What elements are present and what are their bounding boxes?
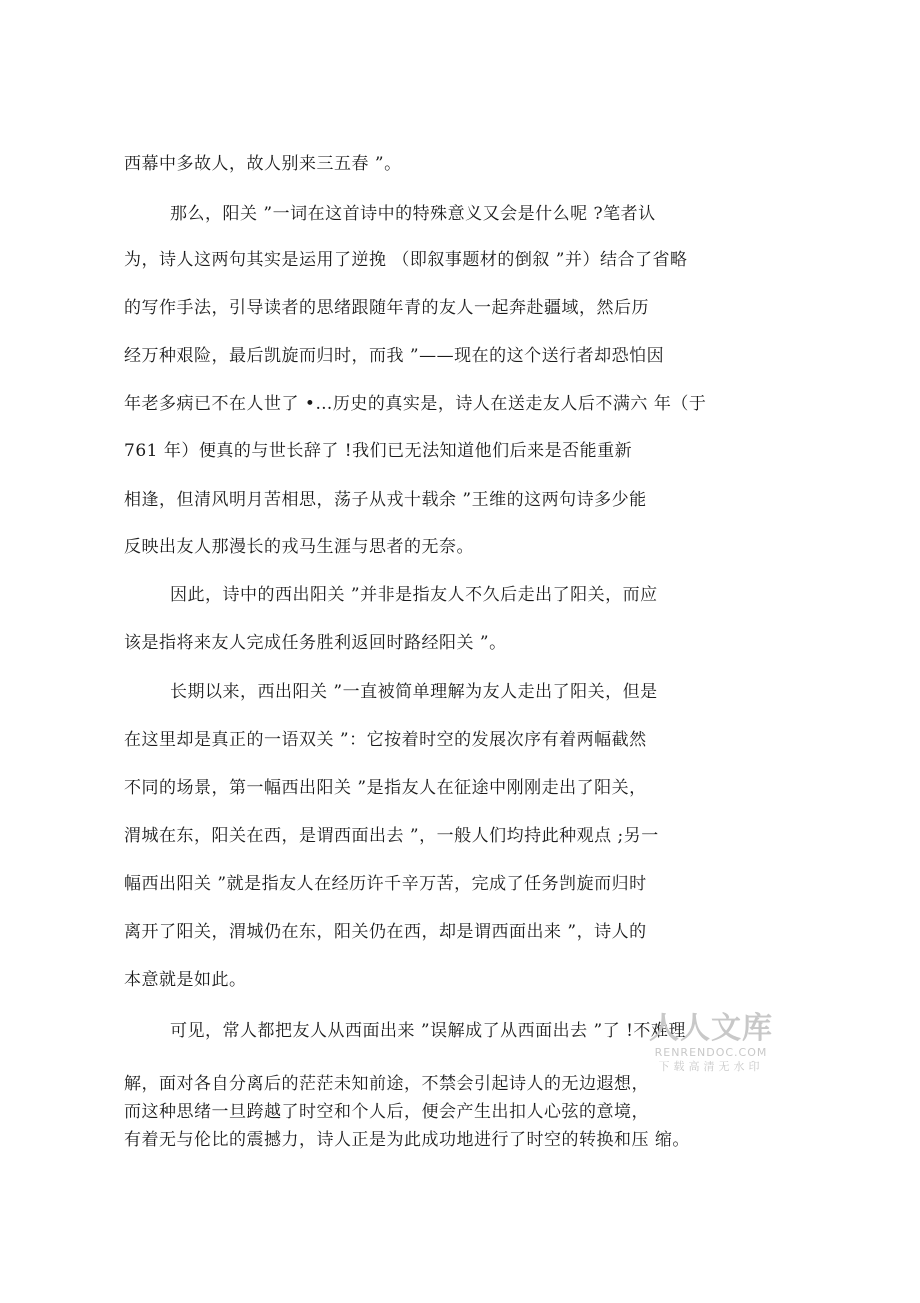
- text-line: 在这里却是真正的一语双关 ”：它按着时空的发展次序有着两幅截然: [124, 730, 647, 750]
- text-line: 可见，常人都把友人从西面出来 ”误解成了从西面出去 ”了 !不难理: [170, 1021, 686, 1041]
- watermark-title: 人人文库: [649, 1011, 773, 1046]
- text-line: 761 年）便真的与世长辞了 !我们已无法知道他们后来是否能重新: [124, 441, 633, 461]
- text-line: 长期以来，西出阳关 ”一直被简单理解为友人走出了阳关，但是: [170, 682, 658, 702]
- watermark-url: RENRENDOC.COM: [654, 1046, 768, 1059]
- text-line: 经万种艰险，最后凯旋而归时，而我 ”——现在的这个送行者却恐怕因: [124, 346, 665, 366]
- text-line: 该是指将来友人完成任务胜利返回时路经阳关 ”。: [124, 633, 507, 653]
- text-line: 渭城在东，阳关在西，是谓西面出去 ”，一般人们均持此种观点 ;另一: [124, 826, 659, 846]
- text-line: 的写作手法，引导读者的思绪跟随年青的友人一起奔赴疆域，然后历: [124, 298, 649, 318]
- text-line: 西幕中多故人，故人别来三五春 ”。: [124, 154, 402, 174]
- text-line: 反映出友人那漫长的戎马生涯与思者的无奈。: [124, 537, 474, 557]
- text-line: 那么，阳关 ”一词在这首诗中的特殊意义又会是什么呢 ?笔者认: [170, 204, 656, 224]
- text-line: 幅西出阳关 ”就是指友人在经历许千辛万苦，完成了任务剀旋而归时: [124, 874, 647, 894]
- text-line: 不同的场景，第一幅西出阳关 ”是指友人在征途中刚刚走出了阳关，: [124, 778, 647, 798]
- text-line: 有着无与伦比的震撼力，诗人正是为此成功地进行了时空的转换和压 缩。: [124, 1130, 690, 1150]
- text-line: 而这种思绪一旦跨越了时空和个人后，便会产生出扣人心弦的意境，: [124, 1102, 649, 1122]
- watermark-slogan: 下载高清无水印: [658, 1060, 764, 1073]
- text-line: 离开了阳关，渭城仍在东，阳关仍在西，却是谓西面出来 ”，诗人的: [124, 922, 647, 942]
- watermark-logo: [648, 1012, 774, 1074]
- text-line: 相逢，但清风明月苦相思，荡子从戎十载余 ”王维的这两句诗多少能: [124, 490, 647, 510]
- text-line: 解，面对各自分离后的茫茫未知前途，不禁会引起诗人的无边遐想，: [124, 1074, 649, 1094]
- text-line: 为，诗人这两句其实是运用了逆挽 （即叙事题材的倒叙 ”并）结合了省略: [124, 250, 688, 270]
- text-line: 年老多病已不在人世了 •…历史的真实是，诗人在送走友人后不满六 年（于: [124, 394, 707, 414]
- text-line: 本意就是如此。: [124, 970, 247, 990]
- text-line: 因此，诗中的西出阳关 ”并非是指友人不久后走出了阳关，而应: [170, 585, 658, 605]
